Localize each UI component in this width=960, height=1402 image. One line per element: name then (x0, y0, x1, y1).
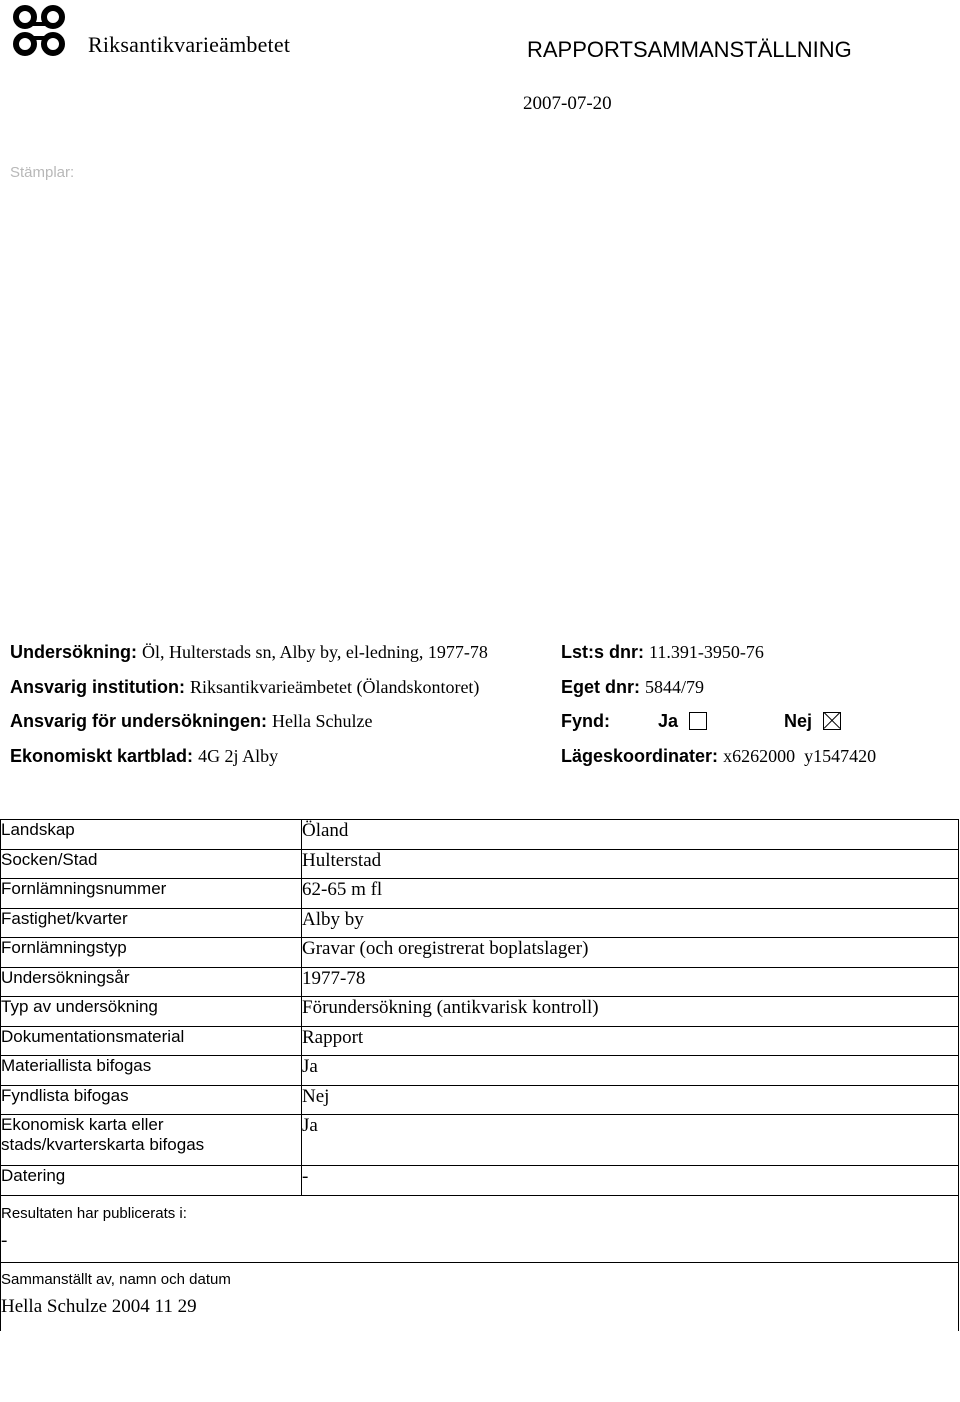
undersokning-row (10, 642, 488, 663)
fynd-ja-option (658, 711, 707, 732)
table-row (1, 1085, 959, 1115)
fynd-nej-option (784, 711, 841, 732)
stamps-label-text: Stämplar (10, 164, 71, 181)
table-value: Öland (302, 820, 959, 850)
table-row (1, 849, 959, 879)
table-key: Typ av undersökning (1, 997, 302, 1027)
fynd-nej-checkbox[interactable] (823, 712, 841, 730)
publicerats-cell (1, 1195, 959, 1262)
table-value: Gravar (och oregistrerat boplatslager) (302, 938, 959, 968)
table-key: Dokumentationsmaterial (1, 1026, 302, 1056)
eget-dnr-label: Eget dnr: (561, 677, 640, 697)
eget-dnr-row (561, 677, 704, 698)
table-row-sammanstallt (1, 1262, 959, 1331)
table-row (1, 938, 959, 968)
fynd-label: Fynd: (561, 711, 610, 731)
table-row (1, 1166, 959, 1196)
table-key: Fastighet/kvarter (1, 908, 302, 938)
fynd-nej-label: Nej (784, 711, 813, 731)
ansvarig-value: Hella Schulze (272, 711, 373, 731)
koordinater-value: x6262000 y1547420 (723, 746, 877, 766)
koordinater-row (561, 746, 876, 767)
table-row (1, 1056, 959, 1086)
fynd-ja-checkbox[interactable] (689, 712, 707, 730)
table-row (1, 820, 959, 850)
table-value: 62-65 m fl (302, 879, 959, 909)
kartblad-row (10, 746, 278, 767)
table-row-publicerats (1, 1195, 959, 1262)
table-key: Fyndlista bifogas (1, 1085, 302, 1115)
table-value: Förundersökning (antikvarisk kontroll) (302, 997, 959, 1027)
fynd-row (561, 711, 610, 732)
institution-label: Ansvarig institution: (10, 677, 185, 697)
stamps-colon: : (70, 164, 75, 181)
koordinater-label: Lägeskoordinater: (561, 746, 719, 766)
undersokning-label: Undersökning: (10, 642, 138, 662)
table-key: Datering (1, 1166, 302, 1196)
fynd-ja-label: Ja (658, 711, 679, 731)
institution-value: Riksantikvarieämbetet (Ölandskontoret) (190, 677, 480, 697)
table-value: Nej (302, 1085, 959, 1115)
table-value: - (302, 1166, 959, 1196)
table-key: Ekonomisk karta eller stads/kvarterskarta bifogas (1, 1115, 302, 1166)
table-key: Fornlämningstyp (1, 938, 302, 968)
table-key: Socken/Stad (1, 849, 302, 879)
table-row (1, 908, 959, 938)
table-value: Hulterstad (302, 849, 959, 879)
stamps-label (10, 164, 74, 181)
table-value: Rapport (302, 1026, 959, 1056)
eget-dnr-value: 5844/79 (645, 677, 705, 697)
sammanstallt-label: Sammanställt av, namn och datum (1, 1270, 231, 1288)
table-value: Ja (302, 1115, 959, 1166)
publicerats-value: - (1, 1229, 8, 1251)
table-value: Ja (302, 1056, 959, 1086)
table-key: Materiallista bifogas (1, 1056, 302, 1086)
table-row (1, 967, 959, 997)
table-value: Alby by (302, 908, 959, 938)
raa-emblem-icon (10, 4, 70, 58)
table-row (1, 1026, 959, 1056)
report-date: 2007-07-20 (523, 93, 612, 114)
ansvarig-row (10, 711, 373, 732)
table-key: Landskap (1, 820, 302, 850)
page-title: RAPPORTSAMMANSTÄLLNING (527, 37, 852, 62)
table-value: 1977-78 (302, 967, 959, 997)
kartblad-label: Ekonomiskt kartblad: (10, 746, 194, 766)
table-key: Fornlämningsnummer (1, 879, 302, 909)
lst-dnr-value: 11.391-3950-76 (649, 642, 764, 662)
lst-dnr-label: Lst:s dnr: (561, 642, 644, 662)
raa-logo (10, 4, 310, 60)
kartblad-value: 4G 2j Alby (198, 746, 279, 766)
ansvarig-label: Ansvarig för undersökningen: (10, 711, 268, 731)
table-row (1, 879, 959, 909)
table-row (1, 1115, 959, 1166)
sammanstallt-value: Hella Schulze 2004 11 29 (1, 1295, 197, 1317)
institution-row (10, 677, 479, 698)
table-key: Undersökningsår (1, 967, 302, 997)
table-row (1, 997, 959, 1027)
sammanstallt-cell (1, 1262, 959, 1331)
lst-dnr-row (561, 642, 764, 663)
report-table (0, 819, 959, 1331)
undersokning-value: Öl, Hulterstads sn, Alby by, el-ledning, 1977-78 (142, 642, 488, 662)
logo-text: Riksantikvarieämbetet (88, 32, 291, 57)
publicerats-label: Resultaten har publicerats i: (1, 1204, 187, 1222)
